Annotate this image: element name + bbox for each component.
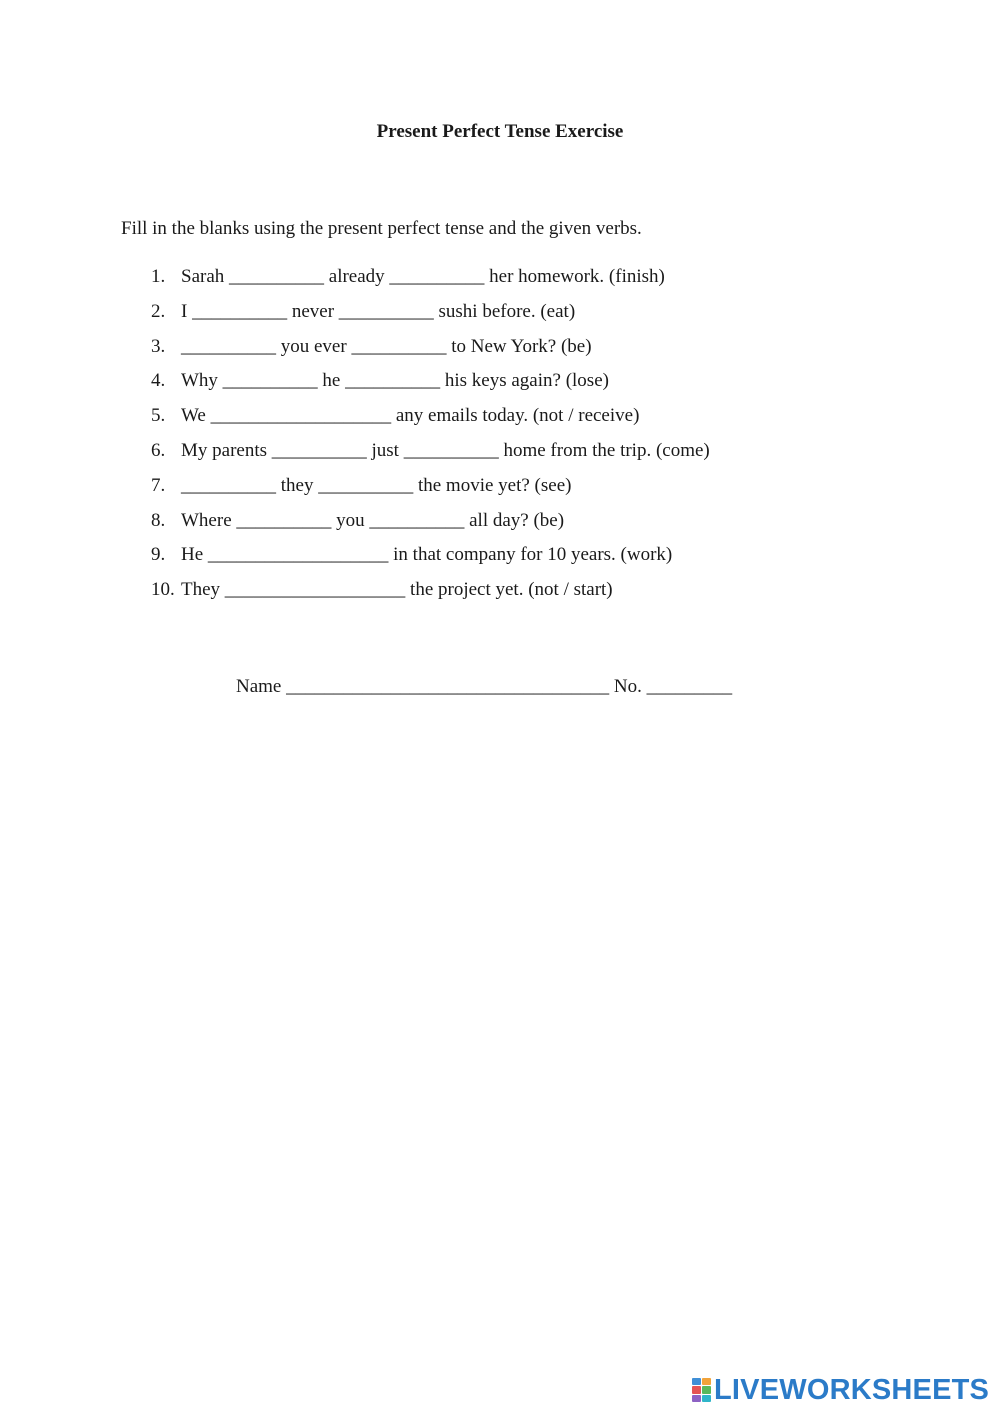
list-item xyxy=(151,544,710,579)
item-number: 4. xyxy=(151,370,166,392)
logo-mark-icon xyxy=(692,1378,711,1402)
list-item xyxy=(151,510,710,545)
item-text: Sarah __________ already __________ her homework. (finish) xyxy=(181,266,665,287)
item-text: He ___________________ in that company for 10 years. (work) xyxy=(181,544,673,566)
item-text: __________ they __________ the movie yet? (see) xyxy=(181,474,572,496)
list-item xyxy=(151,266,710,301)
item-text: They ___________________ the project yet. (not / start) xyxy=(181,579,613,601)
instructions: Fill in the blanks using the present perfect tense and the given verbs. xyxy=(121,218,642,239)
list-item xyxy=(151,370,710,405)
list-item xyxy=(151,301,710,336)
logo-tile xyxy=(692,1395,701,1402)
list-item xyxy=(151,440,710,475)
list-item xyxy=(151,405,710,440)
page-title: Present Perfect Tense Exercise xyxy=(376,121,624,142)
item-number: 2. xyxy=(151,300,166,322)
item-number: 7. xyxy=(151,474,166,496)
item-text: Where __________ you __________ all day? (be) xyxy=(181,509,565,531)
logo-tile xyxy=(702,1378,711,1385)
item-text: __________ you ever __________ to New York? (be) xyxy=(181,335,592,357)
item-number: 6. xyxy=(151,439,166,461)
logo-tile xyxy=(692,1378,701,1385)
item-number: 9. xyxy=(151,544,166,566)
item-text: My parents __________ just __________ home from the trip. (come) xyxy=(181,439,710,461)
list-item xyxy=(151,475,710,510)
exercise-list xyxy=(151,266,710,614)
item-number: 5. xyxy=(151,405,166,427)
item-text: We ___________________ any emails today. (not / receive) xyxy=(181,405,640,427)
logo-tile xyxy=(702,1395,711,1402)
liveworksheets-logo xyxy=(692,1376,989,1404)
logo-tile xyxy=(702,1386,711,1393)
name-number-line: Name __________________________________ No. _________ xyxy=(236,676,733,697)
item-number: 10. xyxy=(151,579,175,601)
item-text: Why __________ he __________ his keys again? (lose) xyxy=(181,370,609,392)
list-item xyxy=(151,336,710,371)
list-item xyxy=(151,579,710,614)
item-number: 1. xyxy=(151,266,166,287)
item-text: I __________ never __________ sushi before. (eat) xyxy=(181,300,576,322)
logo-tile xyxy=(692,1386,701,1393)
item-number: 8. xyxy=(151,509,166,531)
item-number: 3. xyxy=(151,335,166,357)
logo-text: LIVEWORKSHEETS xyxy=(714,1374,990,1406)
